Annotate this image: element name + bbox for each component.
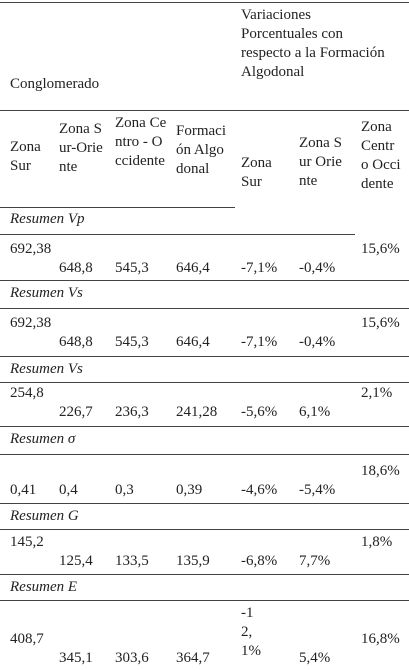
rule-section	[0, 382, 409, 383]
cell-value: 0,4	[59, 482, 78, 498]
rule-row	[0, 356, 409, 357]
cell-value: 1,8%	[361, 534, 393, 550]
cell-value: 125,4	[59, 553, 93, 569]
rule-section	[0, 454, 409, 455]
cell-value: -0,4%	[299, 334, 336, 350]
cell-value: 226,7	[59, 404, 93, 420]
cell-value: 16,8%	[361, 631, 400, 647]
rule-header	[0, 207, 235, 208]
section-label: Resumen G	[10, 508, 79, 524]
cell-value: 303,6	[115, 650, 149, 666]
cell-value: -4,6%	[241, 482, 278, 498]
cell-value: 648,8	[59, 334, 93, 350]
cell-value: 0,41	[10, 482, 37, 498]
rule-top	[0, 2, 409, 3]
header-group-variaciones: Variaciones Porcentuales con respecto a la Formación Algodonal	[241, 7, 385, 80]
cell-value: 364,7	[176, 650, 210, 666]
cell-value: -7,1%	[241, 260, 278, 276]
cell-value: 646,4	[176, 260, 210, 276]
rule-section	[0, 600, 409, 601]
rule-row	[0, 503, 409, 504]
col-header-zona-centro-occidente: Zona Centro - Occidente	[115, 115, 167, 169]
cell-value: -5,6%	[241, 404, 278, 420]
cell-value: -5,4%	[299, 482, 336, 498]
cell-value: 5,4%	[299, 650, 331, 666]
cell-value: 236,3	[115, 404, 149, 420]
cell-value: 135,9	[176, 553, 210, 569]
cell-value: 133,5	[115, 553, 149, 569]
rule-section	[0, 234, 355, 235]
col-header-formacion-algodonal: Formación Algodonal	[176, 123, 226, 177]
cell-value: 0,39	[176, 482, 203, 498]
rule-section	[0, 308, 409, 309]
cell-value: 408,7	[10, 631, 44, 647]
cell-value: 648,8	[59, 260, 93, 276]
cell-value: 6,1%	[299, 404, 331, 420]
cell-value: 145,2	[10, 534, 44, 550]
cell-value: 646,4	[176, 334, 210, 350]
cell-value: 15,6%	[361, 315, 400, 331]
section-label: Resumen Vp	[10, 211, 85, 227]
col-header-var-zona-sur: Zona Sur	[241, 155, 272, 190]
header-group-conglomerado: Conglomerado	[10, 76, 100, 92]
rule-row	[0, 426, 409, 427]
col-header-zona-sur-oriente: Zona Sur-Oriente	[59, 121, 103, 175]
cell-value: 241,28	[176, 404, 218, 420]
cell-value: 692,38	[10, 241, 52, 257]
section-label: Resumen E	[10, 579, 78, 595]
cell-value: 7,7%	[299, 553, 331, 569]
section-label: Resumen Vs	[10, 361, 83, 377]
rule-header-group	[0, 110, 409, 111]
col-header-var-zona-sur-oriente: Zona Sur Oriente	[299, 135, 342, 189]
cell-value: 545,3	[115, 260, 149, 276]
rule-row	[0, 280, 409, 281]
cell-value: 254,8	[10, 385, 44, 401]
col-header-var-zona-centro-occidente: Zona Centro Occidente	[361, 119, 401, 192]
cell-value: 2,1%	[361, 385, 393, 401]
cell-value: 18,6%	[361, 463, 400, 479]
section-label: Resumen σ	[10, 431, 76, 447]
cell-value: -0,4%	[299, 260, 336, 276]
cell-value: 692,38	[10, 315, 52, 331]
cell-value: -6,8%	[241, 553, 278, 569]
cell-value: 545,3	[115, 334, 149, 350]
cell-value: 15,6%	[361, 241, 400, 257]
rule-section	[0, 529, 409, 530]
cell-value: -7,1%	[241, 334, 278, 350]
cell-value: -12,1%	[241, 605, 261, 659]
cell-value: 345,1	[59, 650, 93, 666]
rule-row	[0, 574, 409, 575]
section-label: Resumen Vs	[10, 285, 83, 301]
col-header-zona-sur: Zona Sur	[10, 139, 41, 174]
cell-value: 0,3	[115, 482, 134, 498]
